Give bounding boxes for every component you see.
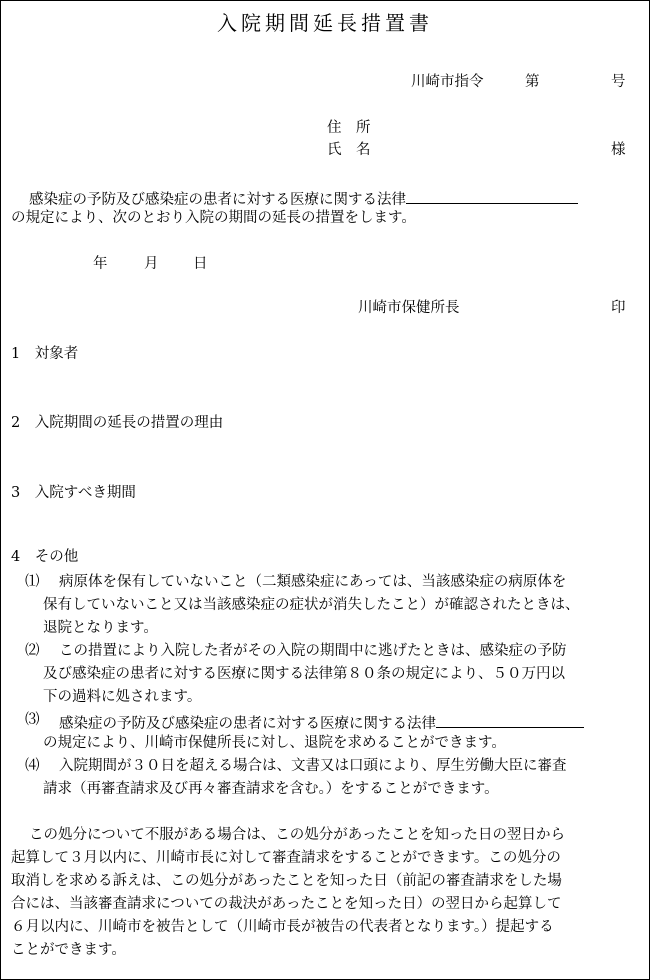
sub-4-line-2: 請求（再審査請求及び再々審査請求を含む。）をすることができます。 (43, 781, 499, 797)
appeal-line-4: 合には、当該審査請求についての裁決があったことを知った日）の翌日から起算して (11, 896, 562, 912)
intro-line-1-text: 感染症の予防及び感染症の患者に対する医療に関する法律 (29, 192, 406, 208)
sub-1-line-3: 退院となります。 (43, 620, 158, 636)
intro-line-2: の規定により、次のとおり入院の期間の延長の措置をします。 (11, 210, 416, 226)
issuer-seal: 印 (611, 300, 626, 316)
honorific-sama: 様 (611, 142, 626, 158)
issuer-name: 川崎市保健所長 (358, 300, 460, 316)
item-4-other: 4 その他 (11, 549, 79, 565)
item-1-target: 1 対象者 (11, 346, 79, 362)
sub-3-number: ⑶ (25, 712, 40, 728)
doc-number-go: 号 (611, 74, 626, 90)
sub-2-line-1: この措置により入院した者がその入院の期間中に逃げたときは、感染症の予防 (59, 643, 567, 659)
address-label: 住 所 (327, 120, 371, 136)
sub-3-line-1 (59, 713, 584, 732)
intro-line-1 (29, 189, 578, 208)
date-month: 月 (144, 256, 159, 272)
law-article-blank (406, 189, 578, 204)
sub-3-line-2: の規定により、川崎市保健所長に対し、退院を求めることができます。 (43, 735, 506, 751)
sub-1-number: ⑴ (25, 574, 40, 590)
name-label: 氏 名 (327, 142, 371, 158)
document-title: 入院期間延長措置書 (217, 11, 433, 35)
date-year: 年 (93, 256, 108, 272)
sub-4-line-1: 入院期間が３０日を超える場合は、文書又は口頭により、厚生労働大臣に審査 (59, 758, 567, 774)
sub-1-line-2: 保有していないこと又は当該感染症の症状が消失したこと）が確認されたときは、 (43, 597, 580, 613)
sub-3-line-1-text: 感染症の予防及び感染症の患者に対する医療に関する法律 (59, 716, 436, 732)
appeal-line-3: 取消しを求める訴えは、この処分があったことを知った日（前記の審査請求をした場 (11, 873, 562, 889)
appeal-line-5: ６月以内に、川崎市を被告として（川崎市長が被告の代表者となります。）提起する (11, 919, 554, 935)
doc-number-dai: 第 (525, 74, 540, 90)
sub-4-number: ⑷ (25, 758, 40, 774)
appeal-line-2: 起算して３月以内に、川崎市長に対して審査請求をすることができます。この処分の (11, 850, 561, 866)
law-article-blank-2 (436, 713, 584, 728)
sub-2-line-3: 下の過料に処されます。 (43, 689, 202, 705)
appeal-line-1: この処分について不服がある場合は、この処分があったことを知った日の翌日から (29, 827, 566, 843)
sub-2-line-2: 及び感染症の患者に対する医療に関する法律第８０条の規定により、５０万円以 (43, 666, 565, 682)
sub-1-line-1: 病原体を保有していないこと（二類感染症にあっては、当該感染症の病原体を (59, 574, 567, 590)
doc-number-prefix: 川崎市指令 (411, 74, 484, 90)
item-2-reason: 2 入院期間の延長の措置の理由 (11, 415, 224, 431)
item-3-period: 3 入院すべき期間 (11, 485, 136, 501)
appeal-line-6: ことができます。 (11, 942, 126, 958)
date-day: 日 (193, 256, 208, 272)
sub-2-number: ⑵ (25, 643, 40, 659)
